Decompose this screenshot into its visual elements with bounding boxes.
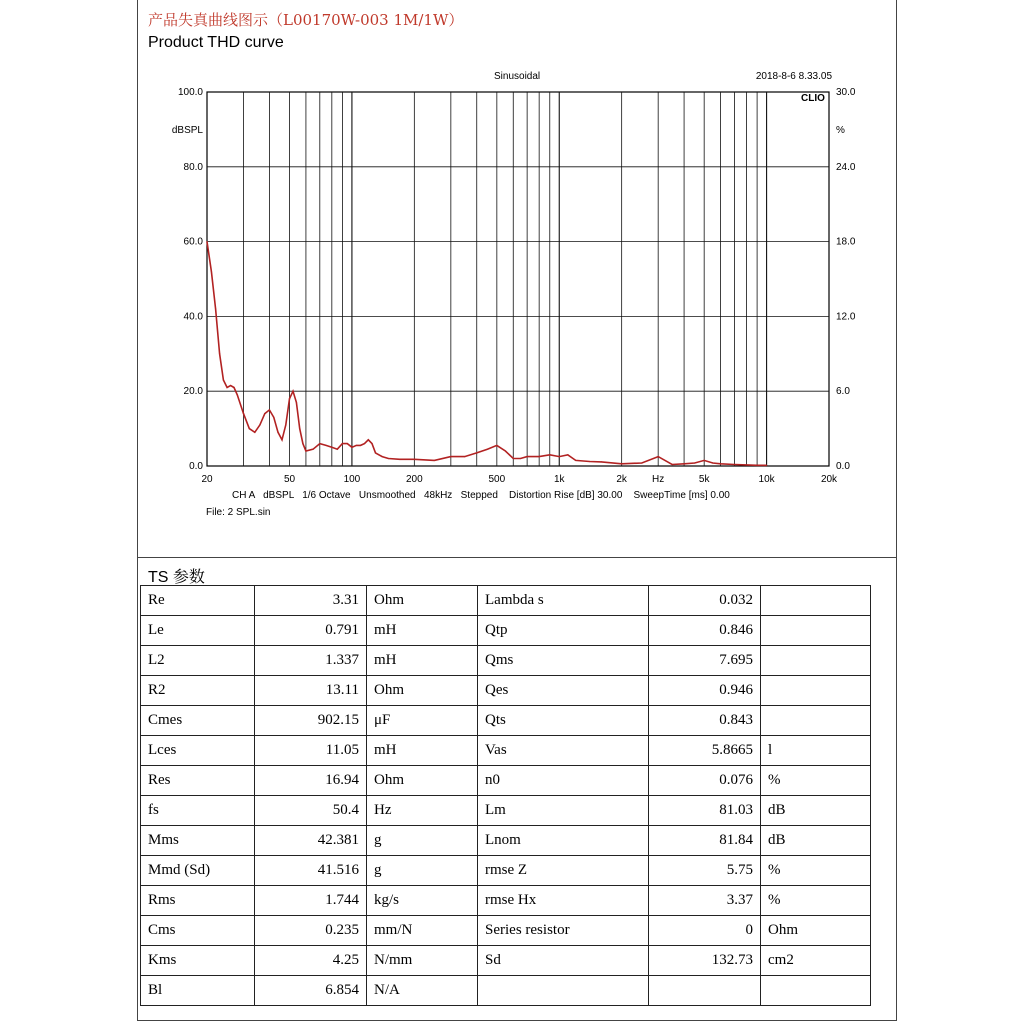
thd-data-point — [601, 461, 602, 462]
ts-param-value: 16.94 — [255, 766, 367, 796]
y-tick-label: 100.0 — [177, 87, 203, 98]
ts-row — [141, 856, 871, 886]
thd-data-point — [567, 454, 568, 455]
ts-param-name: rmse Z — [478, 856, 649, 886]
ts-param-unit — [761, 976, 871, 1006]
ts-param-value: 41.516 — [255, 856, 367, 886]
ts-param-name: Qts — [478, 706, 649, 736]
ts-param-name: rmse Hx — [478, 886, 649, 916]
x-tick-label: 10k — [758, 474, 775, 485]
y-tick-label: 40.0 — [183, 311, 203, 323]
thd-data-point — [382, 456, 383, 457]
thd-data-point — [305, 450, 306, 451]
thd-data-point — [694, 462, 695, 463]
thd-data-point — [331, 447, 332, 448]
thd-data-point — [575, 460, 576, 461]
ts-param-unit: N/mm — [367, 946, 478, 976]
thd-data-point — [671, 464, 672, 465]
ts-param-name: Le — [141, 616, 255, 646]
ts-param-name — [478, 976, 649, 1006]
thd-data-point — [704, 460, 705, 461]
ts-param-value: 0.076 — [649, 766, 761, 796]
thd-data-point — [712, 462, 713, 463]
thd-data-point — [559, 456, 560, 457]
thd-data-point — [254, 432, 255, 433]
thd-data-point — [289, 398, 290, 399]
ts-row — [141, 976, 871, 1006]
ts-parameters-table — [140, 585, 871, 1006]
thd-data-point — [487, 449, 488, 450]
ts-param-value: 5.8665 — [649, 736, 761, 766]
ts-param-name: Qes — [478, 676, 649, 706]
thd-data-point — [296, 402, 297, 403]
ts-param-name: Cms — [141, 916, 255, 946]
thd-data-point — [226, 387, 227, 388]
ts-param-value: 0.235 — [255, 916, 367, 946]
x-tick-labels — [201, 474, 838, 485]
ts-param-name: Lm — [478, 796, 649, 826]
chart-file: File: 2 SPL.sin — [206, 507, 271, 518]
ts-param-name: L2 — [141, 646, 255, 676]
ts-param-unit — [761, 646, 871, 676]
ts-param-name: Vas — [478, 736, 649, 766]
thd-data-point — [746, 464, 747, 465]
thd-data-point — [539, 456, 540, 457]
ts-param-value: 0.032 — [649, 586, 761, 616]
thd-data-point — [589, 461, 590, 462]
ts-row — [141, 586, 871, 616]
x-tick-label: 1k — [553, 474, 565, 485]
ts-param-value: 0.946 — [649, 676, 761, 706]
ts-param-value: 1.744 — [255, 886, 367, 916]
thd-data-point — [368, 439, 369, 440]
thd-data-point — [277, 432, 278, 433]
ts-param-unit: Ohm — [761, 916, 871, 946]
y-tick-labels — [178, 87, 203, 472]
ts-section-title: TS 参数 — [148, 569, 205, 586]
ts-param-unit — [761, 586, 871, 616]
ts-param-unit: cm2 — [761, 946, 871, 976]
chart-title-chinese: 产品失真曲线图示（L00170W-003 1M/1W） — [148, 11, 464, 29]
thd-data-point — [371, 443, 372, 444]
ts-param-unit: mm/N — [367, 916, 478, 946]
ts-param-unit: N/A — [367, 976, 478, 1006]
ts-param-unit: mH — [367, 646, 478, 676]
ts-param-name: fs — [141, 796, 255, 826]
y2-tick-label: 0.0 — [836, 461, 850, 472]
thd-data-point — [734, 464, 735, 465]
ts-param-value: 81.03 — [649, 796, 761, 826]
thd-data-point — [756, 465, 757, 466]
ts-param-unit: kg/s — [367, 886, 478, 916]
plot-area — [207, 92, 829, 466]
ts-param-unit: dB — [761, 826, 871, 856]
ts-param-value: 11.05 — [255, 736, 367, 766]
x-tick-label: Hz — [652, 474, 665, 485]
ts-param-name: Series resistor — [478, 916, 649, 946]
thd-data-point — [273, 417, 274, 418]
ts-param-name: n0 — [478, 766, 649, 796]
x-tick-label: 2k — [616, 474, 627, 485]
ts-param-unit: l — [761, 736, 871, 766]
y2-axis-label: % — [836, 125, 845, 136]
thd-data-point — [364, 443, 365, 444]
thd-data-point — [527, 456, 528, 457]
ts-param-unit: Ohm — [367, 676, 478, 706]
ts-param-unit: g — [367, 826, 478, 856]
ts-param-name: Kms — [141, 946, 255, 976]
x-tick-label: 500 — [488, 474, 506, 485]
ts-param-value: 50.4 — [255, 796, 367, 826]
thd-data-point — [351, 447, 352, 448]
ts-row — [141, 766, 871, 796]
thd-data-point — [388, 458, 389, 459]
ts-row — [141, 916, 871, 946]
thd-data-point — [211, 271, 212, 272]
thd-data-point — [766, 465, 767, 466]
y2-tick-label: 30.0 — [836, 87, 856, 98]
ts-param-unit — [761, 706, 871, 736]
ts-param-unit: % — [761, 766, 871, 796]
x-tick-label: 5k — [698, 474, 710, 485]
ts-param-unit: mH — [367, 736, 478, 766]
ts-param-value: 0.843 — [649, 706, 761, 736]
thd-data-point — [233, 387, 234, 388]
ts-row — [141, 886, 871, 916]
y-tick-label: 60.0 — [183, 236, 203, 248]
brand-logo: CLIO — [801, 93, 825, 104]
thd-data-point — [230, 385, 231, 386]
ts-param-value: 7.695 — [649, 646, 761, 676]
ts-param-unit: g — [367, 856, 478, 886]
thd-data-point — [292, 391, 293, 392]
ts-param-name: Rms — [141, 886, 255, 916]
ts-param-name: R2 — [141, 676, 255, 706]
y-tick-label: 0.0 — [189, 461, 203, 472]
chart-footer: CH A dBSPL 1/6 Octave Unsmoothed 48kHz Stepped Distortion Rise [dB] 30.00 SweepTime [ms] 0.00 — [232, 490, 730, 501]
chart-timestamp: 2018-8-6 8.33.05 — [755, 71, 832, 82]
ts-row — [141, 736, 871, 766]
ts-param-name: Qtp — [478, 616, 649, 646]
ts-param-name: Qms — [478, 646, 649, 676]
thd-data-point — [476, 452, 477, 453]
ts-param-name: Mmd (Sd) — [141, 856, 255, 886]
thd-data-point — [206, 241, 207, 242]
thd-data-point — [259, 424, 260, 425]
thd-data-point — [356, 445, 357, 446]
ts-param-unit: % — [761, 886, 871, 916]
ts-param-name: Bl — [141, 976, 255, 1006]
y2-tick-labels — [836, 87, 856, 472]
thd-data-point — [414, 459, 415, 460]
ts-param-value — [649, 976, 761, 1006]
thd-data-point — [464, 456, 465, 457]
x-tick-label: 200 — [405, 474, 423, 485]
ts-param-value: 42.381 — [255, 826, 367, 856]
ts-param-unit — [761, 616, 871, 646]
ts-param-value: 902.15 — [255, 706, 367, 736]
thd-data-point — [658, 456, 659, 457]
thd-data-point — [264, 413, 265, 414]
ts-param-value: 13.11 — [255, 676, 367, 706]
ts-param-value: 1.337 — [255, 646, 367, 676]
x-tick-label: 20k — [820, 474, 838, 485]
chart-subtitle: Sinusoidal — [494, 71, 541, 82]
thd-data-point — [496, 445, 497, 446]
ts-param-value: 0 — [649, 916, 761, 946]
ts-param-name: Mms — [141, 826, 255, 856]
ts-param-value: 81.84 — [649, 826, 761, 856]
thd-data-point — [450, 456, 451, 457]
ts-row — [141, 676, 871, 706]
thd-data-point — [249, 428, 250, 429]
ts-param-value: 0.846 — [649, 616, 761, 646]
chart-title-english: Product THD curve — [148, 34, 284, 51]
thd-data-point — [347, 443, 348, 444]
ts-row — [141, 946, 871, 976]
thd-data-point — [720, 463, 721, 464]
thd-data-point — [223, 379, 224, 380]
thd-data-point — [313, 449, 314, 450]
ts-param-unit: Ohm — [367, 586, 478, 616]
y2-tick-label: 24.0 — [836, 161, 856, 173]
ts-param-name: Res — [141, 766, 255, 796]
thd-data-point — [641, 462, 642, 463]
ts-param-name: Cmes — [141, 706, 255, 736]
thd-data-point — [342, 443, 343, 444]
x-tick-label: 50 — [283, 474, 296, 485]
y-tick-label: 20.0 — [183, 386, 203, 398]
ts-param-unit: Hz — [367, 796, 478, 826]
y2-tick-label: 6.0 — [836, 386, 850, 398]
ts-param-name: Lces — [141, 736, 255, 766]
ts-param-unit — [761, 676, 871, 706]
thd-data-point — [360, 445, 361, 446]
y2-tick-label: 18.0 — [836, 236, 856, 248]
y-tick-label: 80.0 — [183, 161, 203, 173]
thd-data-point — [281, 439, 282, 440]
thd-data-point — [319, 443, 320, 444]
thd-data-point — [299, 428, 300, 429]
thd-data-point — [237, 394, 238, 395]
ts-param-value: 5.75 — [649, 856, 761, 886]
thd-data-point — [399, 459, 400, 460]
ts-param-value: 132.73 — [649, 946, 761, 976]
ts-param-value: 3.31 — [255, 586, 367, 616]
ts-param-unit: μF — [367, 706, 478, 736]
thd-data-point — [325, 445, 326, 446]
ts-param-name: Lnom — [478, 826, 649, 856]
ts-param-value: 3.37 — [649, 886, 761, 916]
ts-param-name: Sd — [478, 946, 649, 976]
thd-data-point — [621, 463, 622, 464]
thd-data-point — [243, 413, 244, 414]
thd-data-point — [549, 454, 550, 455]
ts-param-value: 6.854 — [255, 976, 367, 1006]
ts-param-name: Re — [141, 586, 255, 616]
ts-param-unit: % — [761, 856, 871, 886]
ts-param-unit: mH — [367, 616, 478, 646]
thd-data-point — [302, 443, 303, 444]
thd-data-point — [683, 463, 684, 464]
thd-data-point — [219, 353, 220, 354]
thd-data-point — [434, 460, 435, 461]
ts-row — [141, 616, 871, 646]
thd-data-point — [513, 458, 514, 459]
thd-data-point — [215, 308, 216, 309]
thd-data-point — [285, 424, 286, 425]
ts-param-value: 0.791 — [255, 616, 367, 646]
thd-data-point — [520, 458, 521, 459]
ts-param-unit: Ohm — [367, 766, 478, 796]
x-tick-label: 20 — [201, 474, 213, 485]
ts-row — [141, 826, 871, 856]
ts-param-value: 4.25 — [255, 946, 367, 976]
thd-data-point — [505, 450, 506, 451]
ts-param-unit: dB — [761, 796, 871, 826]
ts-param-name: Lambda s — [478, 586, 649, 616]
ts-row — [141, 706, 871, 736]
thd-data-point — [269, 409, 270, 410]
ts-row — [141, 646, 871, 676]
thd-data-point — [337, 449, 338, 450]
x-tick-label: 100 — [343, 474, 361, 485]
ts-row — [141, 796, 871, 826]
thd-data-point — [375, 452, 376, 453]
y-axis-label: dBSPL — [171, 125, 203, 136]
y2-tick-label: 12.0 — [836, 311, 856, 323]
